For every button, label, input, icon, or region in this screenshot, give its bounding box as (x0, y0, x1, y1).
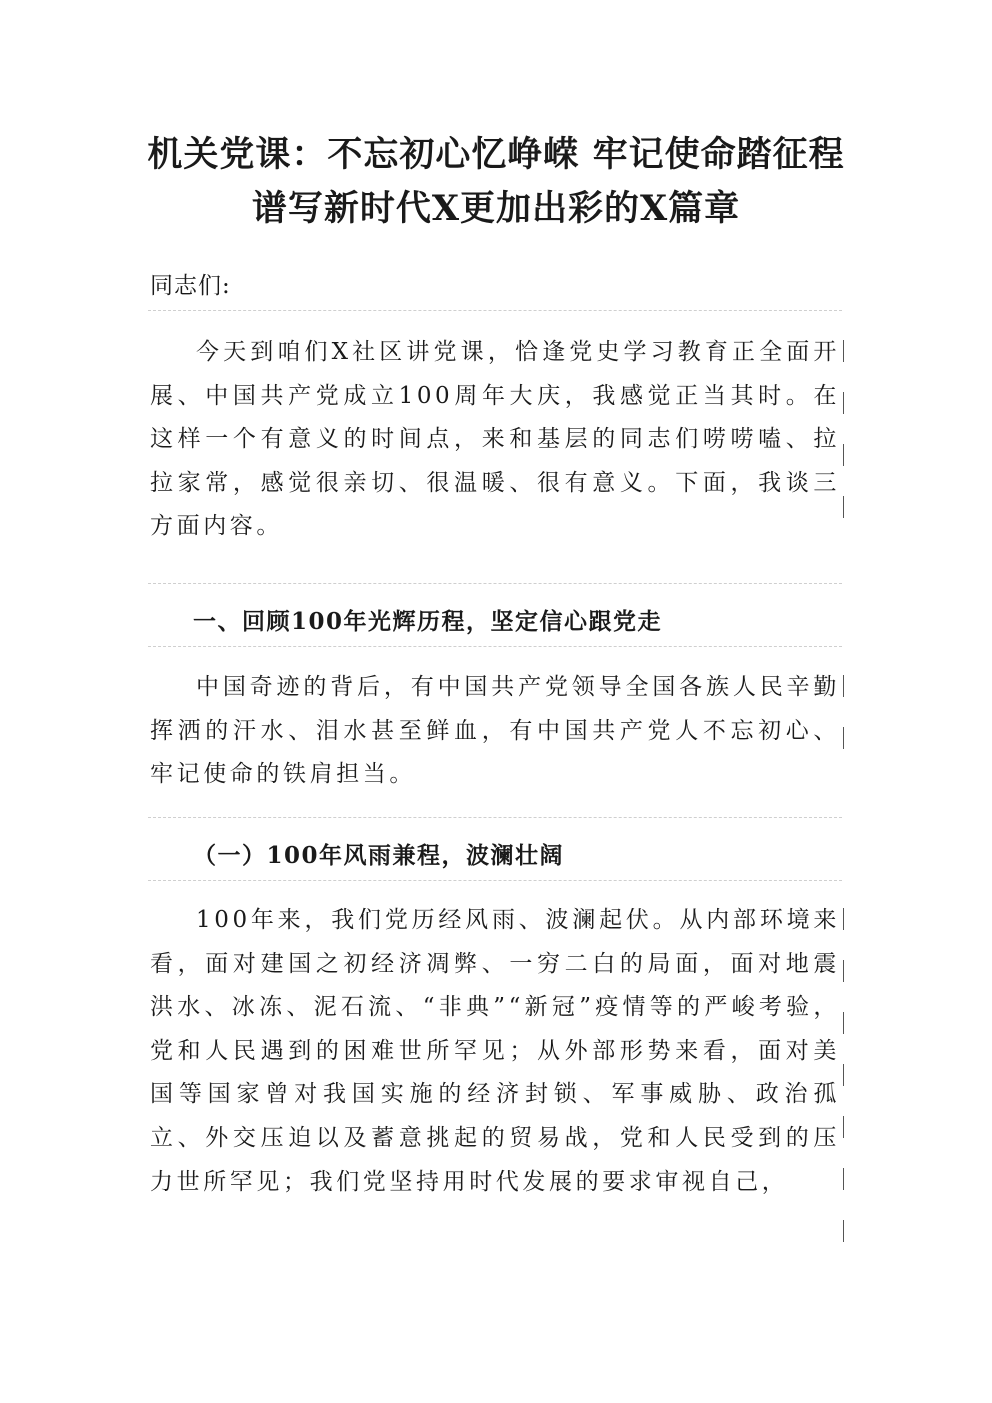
line-end-mark (843, 727, 844, 749)
divider (148, 583, 842, 584)
salutation: 同志们: (150, 273, 231, 299)
section-paragraph: 中国奇迹的背后，有中国共产党领导全国各族人民辛勤挥洒的汗水、泪水甚至鲜血，有中国共产党人不忘初心、牢记使命的铁肩担当。 (150, 674, 840, 788)
line-end-mark (843, 444, 844, 466)
line-end-mark (843, 1012, 844, 1034)
subsection-paragraph: 100年来，我们党历经风雨、波澜起伏。从内部环境来看，面对建国之初经济凋弊、一穷二白的局面，面对地震洪水、冰冻、泥石流、“非典”“新冠”疫情等的严峻考验，党和人民遇到的困难世所罕见；从外部形势来看，面对美国等国家曾对我国实施的经济封锁、军事威胁、政治孤立、外交压迫以及蓄意挑起的贸易战，党和人民受到的压力世所罕见；我们党坚持用时代发展的要求审视自己， (150, 907, 840, 1195)
line-end-mark (843, 908, 844, 930)
line-end-mark (843, 675, 844, 697)
line-end-mark (843, 1064, 844, 1086)
divider (148, 880, 842, 881)
line-end-mark (843, 392, 844, 414)
section-heading: 一、回顾100年光辉历程，坚定信心跟党走 (193, 608, 663, 635)
document-title: 机关党课：不忘初心忆峥嵘 牢记使命踏征程 谱写新时代X更加出彩的X篇章 (147, 134, 845, 229)
line-end-mark (843, 1168, 844, 1190)
divider (148, 817, 842, 818)
line-end-mark (843, 496, 844, 518)
line-end-mark (843, 1116, 844, 1138)
line-end-mark (843, 960, 844, 982)
divider (148, 646, 842, 647)
line-end-mark (843, 340, 844, 362)
subsection-heading: （一）100年风雨兼程，波澜壮阔 (193, 842, 565, 869)
intro-paragraph: 今天到咱们X社区讲党课，恰逢党史学习教育正全面开展、中国共产党成立100周年大庆，我感觉正当其时。在这样一个有意义的时间点，来和基层的同志们唠唠嗑、拉拉家常，感觉很亲切、很温暖、很有意义。下面，我谈三方面内容。 (150, 339, 840, 540)
divider (148, 310, 842, 311)
line-end-mark (843, 1220, 844, 1242)
